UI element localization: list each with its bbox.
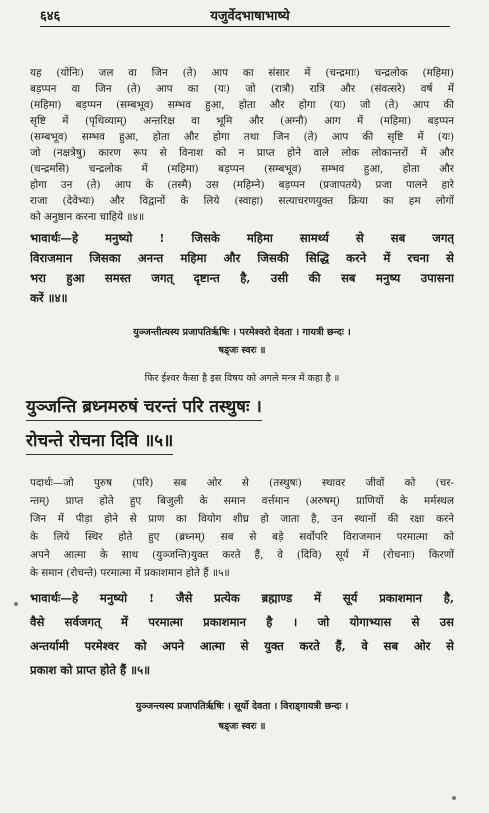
bhavartha4-line: करें ॥४॥ bbox=[30, 291, 68, 305]
paper-speck bbox=[14, 602, 18, 606]
bhavartha5-line: प्रकाश को प्राप्त होते हैं ॥५॥ bbox=[30, 663, 151, 677]
padartha4-line: (चन्द्रमसि) चन्द्रलोक में (महिमा) बड़प्पन (सम्बभूव) सम्भव हुआ, होता और bbox=[30, 163, 454, 175]
padartha5-line: के लिये स्थिर होते हुए (ब्रध्नम्) सब से बड़े सर्वोपरि विराजमान परमात्मा को bbox=[30, 531, 454, 543]
svara-line: षड्जः स्वरः ॥ bbox=[218, 345, 266, 356]
bhavartha5-line: भावार्थः—हे मनुष्यो ! जैसे प्रत्येक ब्रह्माण्ड में सूर्य प्रकाशमान है, bbox=[30, 591, 454, 605]
padartha4-line: बड़प्पन वा जिन (ते) आप का (यः) जो (रात्रौ) रात्रि और (संवत्सरे) वर्ष में bbox=[30, 83, 454, 95]
padartha5-line: के समान (रोचन्ते) परमात्मा में प्रकाशमान होते हैं ॥५॥ bbox=[30, 567, 230, 579]
page-number: ६४६ bbox=[40, 9, 61, 24]
bhavartha5-line: वैसे सर्वजगत् में परमात्मा प्रकाशमान है । जो योगाभ्यास से उस bbox=[30, 615, 454, 629]
introductory-note: फिर ईश्वर कैसा है इस विषय को अगले मन्त्र में कहा है ॥ bbox=[144, 373, 340, 384]
running-header bbox=[40, 6, 460, 24]
padartha4-line: जो (नक्षत्रेषु) कारण रूप से विनाश को न प्राप्त होने वाले लोक लोकान्तरों में और bbox=[30, 147, 454, 159]
running-title: यजुर्वेदभाषाभाष्ये bbox=[210, 9, 290, 24]
padartha4-line: होगा उन (ते) आप के (तस्मै) उस (महिम्ने) बड़प्पन (प्रजापतये) प्रजा पालने हारे bbox=[30, 179, 454, 191]
paper-speck bbox=[452, 796, 456, 800]
padartha5-line: न्तम्) प्राप्त होते हुए बिजुली के समान वर्त्तमान (अरुषम्) प्राणियों के मर्मस्थल bbox=[30, 495, 454, 507]
padartha4-line: (महिमा) बड़प्पन (सम्बभूव) सम्भव हुआ, होता और होगा (यः) जो (ते) आप की bbox=[30, 99, 454, 111]
mantra-line-2: रोचन्ते रोचना दिवि ॥५॥ bbox=[26, 430, 173, 455]
header-rule bbox=[40, 26, 450, 27]
padartha5-line: अपने आत्मा के साथ (युञ्जन्ति)युक्त करते हैं, वे (दिवि) सूर्य में (रोचनाः) किरणों bbox=[30, 549, 454, 561]
bhavartha4-line: भावार्थः—हे मनुष्यो ! जिसके महिमा सामर्थ्य से सब जगत् bbox=[30, 231, 454, 245]
padartha5-line: जिन में पीड़ा होने से प्राण का वियोग शीघ्र हो जाता है, उन स्थानों की रक्षा करने bbox=[30, 513, 454, 525]
padartha4-line: राजा (देवेभ्यः) और विद्वानों के लिये (स्वाहा) सत्याचरणयुक्त क्रिया का हम लोगों bbox=[30, 195, 454, 207]
padartha5-line: पदार्थः—जो पुरुष (परि) सब ओर से (तस्थुषः) स्थावर जीवों को (चर- bbox=[30, 477, 454, 489]
padartha4-line: सृष्टि में (पृथिव्याम्) अन्तरिक्ष वा भूमि और (अग्नौ) आग में (महिमा) बड़प्पन bbox=[30, 115, 454, 127]
bhavartha5-line: अन्तर्यामी परमेश्वर को अपने आत्मा से युक्त करते हैं, वे सब ओर से bbox=[30, 639, 454, 653]
padartha4-line: यह (योनिः) जल वा जिन (ते) आप का संसार में (चन्द्रमाः) चन्द्रलोक (महिमा) bbox=[30, 67, 454, 79]
rishi-devata-line: युञ्जन्तीत्यस्य प्रजापतिर्ऋषिः । परमेश्वरो देवता । गायत्री छन्दः । bbox=[133, 327, 351, 338]
mantra-line-1: युञ्जन्ति ब्रध्नमरुषं चरन्तं परि तस्थुषः । bbox=[26, 396, 262, 421]
padartha4-line: को अनुष्ठान करना चाहिये ॥४॥ bbox=[30, 211, 145, 223]
bhavartha4-line: विराजमान जिसका अनन्त महिमा और जिसकी सिद्धि करने में रचना से bbox=[30, 251, 454, 265]
padartha4-line: (सम्बभूव) सम्भव हुआ, होता और होगा तथा जिन (ते) आप की सृष्टि में (यः) bbox=[30, 131, 454, 143]
svara-line: षड्जः स्वरः ॥ bbox=[218, 721, 266, 732]
bhavartha4-line: भरा हुआ समस्त जगत् दृष्टान्त है, उसी की सब मनुष्य उपासना bbox=[30, 271, 454, 285]
rishi-devata-line: युञ्जन्त्यस्य प्रजापतिर्ऋषिः । सूर्यो देवता । विराड्गायत्री छन्दः । bbox=[135, 701, 349, 712]
